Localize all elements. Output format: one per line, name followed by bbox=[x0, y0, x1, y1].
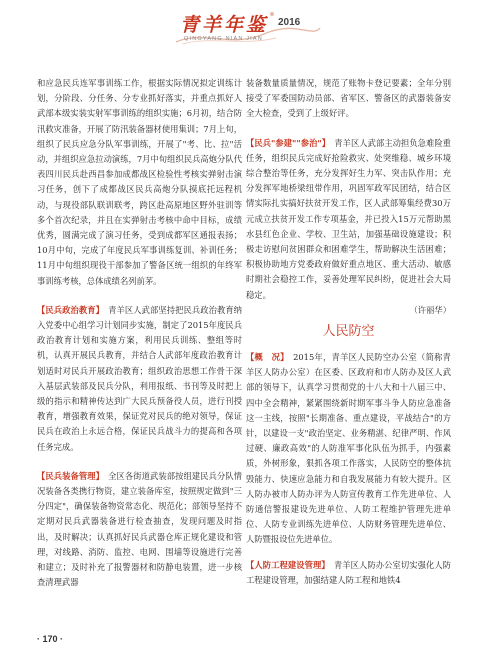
section-tag: 【民兵政治教育】 bbox=[37, 304, 100, 315]
section-tag: 【人防工程建设管理】 bbox=[246, 559, 326, 570]
paragraph-text: 2015年，青羊区人民防空办公室（简称青羊区人防办公室）在区委、区政府和市人防办及区人武部的领导下，认真学习贯彻党的十八大和十八届三中、四中全会精神，紧紧围绕新时期军事斗争人防应急准备这一主线，按照"长期准备、重点建设，平战结合"的方针，以建设一支"政治坚定、业务精湛、纪律严明、作风过硬、廉政高效"的人防准军事化队伍为抓手，内强素质，外树形象，狠抓各项工作落实，人民防空的整体抗毁能力、快速应急能力和自我发展能力有较大提升。区人防办被市人防办评为人防宣传教育工作先进单位、人防通信警报建设先进单位、人防工程维护管理先进单位、人防专业训练先进单位、人防财务管理先进单位、人防暨报设位先进单位。 bbox=[246, 352, 451, 545]
paragraph-equipment-management bbox=[37, 469, 242, 591]
section-tag: 【民兵"参建""参治"】 bbox=[246, 137, 326, 148]
logo-title: 青羊年鉴 bbox=[180, 14, 269, 36]
paragraph-overview bbox=[246, 350, 451, 548]
paragraph-text: 青羊区人武部坚持把民兵政治教育纳入党委中心组学习计划同步实施，制定了2015年度民兵政治教育计划和实施方案，利用民兵训练、整组等时机，认真开展民兵教育，并结合人武部年度政治教育计划适时对民兵开展政治教育；组织政治思想工作骨干深入基层武装部及民兵分队，利用报纸、书刊等及时把上级的指示和精神传达到广大民兵预备役人员，进行刊授教育，增强教育效果，保证党对民兵的绝对领导，保证民兵在政治上永远合格，保证民兵战斗力的提高和各项任务完成。 bbox=[37, 304, 242, 452]
paragraph-training: 和应急民兵连军事训练工作，根据实际情况拟定训练计划，分阶段、分任务、分专业抓好落实，并重点抓好人武部本级实装实射军事训练的组织实施；6月初，结合防汛救灾准备，开展了防汛装备器材使用集训；7月上旬，组织了民兵应急分队军事训练，开展了"考、比、拉"活动，并组织应急拉动演练，7月中旬组织民兵高炮分队代表四川民兵赴西昌参加成都战区检验性考核实弹射击演习任务，创下了成都战区民兵高炮分队摸底托远程机动，与现役部队联训联考，跨区赴高原地区野外驻训等多个首次纪录，并且在实弹射击考核中命中目标，成绩优秀，圆满完成了演习任务，受到成都军区通报表扬；10月中旬，完成了年度民兵军事训练复训、补训任务；11月中旬组织现役干部参加了警备区统一组织的年终军事训练考核，总体成绩名列前茅。 bbox=[37, 78, 242, 286]
paragraph-equipment-continued: 装备数量质量情况，规范了账物卡登记要素；全年分别接受了军委国防动员部、省军区、警备区的武器装备安全大检查，受到了上级好评。 bbox=[246, 78, 451, 119]
page-header bbox=[0, 0, 480, 64]
paragraph-text: 全区各街道武装部按组建民兵分队情况装备各类携行物资，建立装备库室，按照规定做到"三分四定"，确保装备物资常态化、规范化；部领导坚持不定期对民兵武器装备进行检查抽查，发现问题及时指出，及时解决；认真抓好民兵武器仓库正规化建设和管理，对线路、消防、监控、电网、围墙等设施进行完善和建立；及时补充了报警器材和防静电装置，进一步核查清理武器 bbox=[37, 470, 242, 588]
section-tag: 【民兵装备管理】 bbox=[37, 470, 100, 481]
paragraph-text: 青羊区人防办公室切实强化人防工程建设管理，加强结建人防工程和地铁4 bbox=[246, 559, 451, 585]
page-number: · 170 · bbox=[37, 634, 64, 644]
logo-subtitle: QINGYANG NIAN JIAN bbox=[184, 36, 263, 42]
logo-year: 2016 bbox=[278, 17, 301, 28]
yearbook-logo bbox=[172, 8, 322, 58]
paragraph-text: 青羊区人武部主动担负急难险重任务，组织民兵完成好抢险救灾、处突维稳、城乡环境综合整治等任务，充分发挥好生力军、突击队作用；充分发挥军地桥梁纽带作用，巩固军政军民团结，结合区情实际扎实搞好扶贫开发工作，区人武部筹集经费30万元成立扶贫开发工作专项基金，并已投入15万元帮助黑水县红色企业、学校、卫生站，加强基础设施建设；积极走访慰问贫困群众和困难学生，帮助解决生活困难；积极协助地方党委政府做好重点地区、重大活动、敏感时期社会稳控工作，妥善处理军民纠纷，促进社会大局稳定。 bbox=[246, 137, 451, 300]
paragraph-participation bbox=[246, 136, 451, 303]
right-column bbox=[246, 76, 451, 588]
paragraph-engineering bbox=[246, 558, 451, 588]
left-column bbox=[37, 76, 242, 591]
paragraph-political-education bbox=[37, 303, 242, 455]
author-signature: （许丽华） bbox=[409, 304, 451, 315]
section-title: 人民防空 bbox=[322, 324, 375, 340]
section-tag: 【概 况】 bbox=[246, 352, 285, 363]
